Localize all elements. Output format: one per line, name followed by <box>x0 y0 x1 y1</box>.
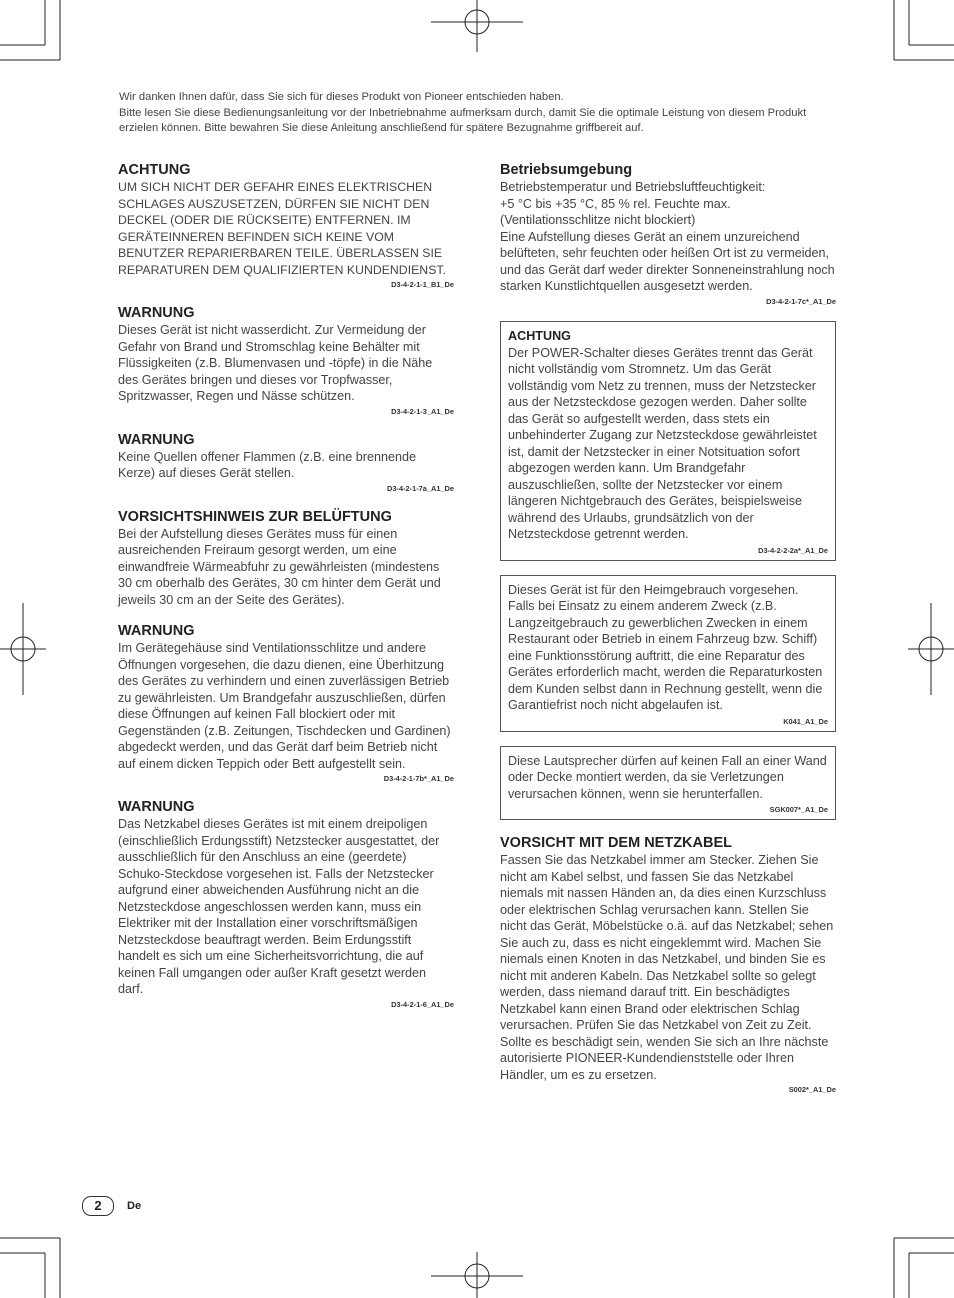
section-heading: ACHTUNG <box>118 162 191 178</box>
reference-code: D3-4-2-1-3_A1_De <box>391 406 454 416</box>
box-body: Diese Lautsprecher dürfen auf keinen Fall an einer Wand oder Decke montiert werden, da sie Verletzungen verursachen können, wenn sie herunterfallen. <box>508 753 827 801</box>
section-body: Im Gerätegehäuse sind Ventilationsschlitze und andere Öffnungen vorgesehen, die dazu dienen, eine Überhitzung des Gerätes zu verhindern und einen zuverlässigen Betrieb zu gewährleisten. Um Brandgefahr auszuschließen, dürfen diese Öffnungen auf keinen Fall blockiert oder mit Gegenständen (z.B. Zeitungen, Tischdecken und Gardinen) abgedeckt werden, und das Gerät darf beim Betrieb nicht auf einem dicken Teppich oder Bett aufgestellt sein. <box>118 641 451 771</box>
section-warnung-flammen <box>118 431 454 494</box>
reference-code: K041_A1_De <box>783 716 828 726</box>
section-body: Keine Quellen offener Flammen (z.B. eine brennende Kerze) auf dieses Gerät stellen. <box>118 449 417 480</box>
box-body: Der POWER-Schalter dieses Gerätes trennt das Gerät nicht vollständig vom Stromnetz. Um das Gerät vollständig vom Netz zu trennen, muss der Netzstecker aus der Netzsteckdose gezogen werden. Daher sollte das Gerät so aufgestellt werden, dass stets ein unbehinderter Zugang zur Netzsteckdose gewährleistet ist, damit der Netzstecker in einer Notsituation sofort abgezogen werden kann. Um Brandgefahr auszuschließen, sollte der Netzstecker vor einem längeren Nichtgebrauch des Gerätes, beispielsweise während des Urlaubs, grundsätzlich von der Netzsteckdose getrennt werden. <box>508 345 817 541</box>
section-vorsicht-netzkabel <box>500 834 836 1095</box>
section-achtung <box>118 161 454 290</box>
notice-box-speakers <box>500 746 836 821</box>
section-heading: WARNUNG <box>118 305 195 321</box>
intro-line-1: Wir danken Ihnen dafür, dass Sie sich für dieses Produkt von Pioneer entschieden haben. <box>119 91 564 103</box>
reference-code: SGK007*_A1_De <box>769 805 828 814</box>
section-warnung-ventilation <box>118 622 454 784</box>
section-body: Das Netzkabel dieses Gerätes ist mit einem dreipoligen (einschließlich Erdungsstift) Netzstecker ausgestattet, der ausschließlich für den Anschluss an eine (geerdete) Schuko-Steckdose vorgesehen ist. Falls der Netzstecker aufgrund einer abweichenden Ausführung nicht an die Netzsteckdose angeschlossen werden kann, muss ein Elektriker mit der Installation einer vorschriftsmäßigen Netzsteckdose beauftragt werden. Beim Erdungsstift handelt es sich um eine Sicherheitsvorrichtung, die auf keinen Fall umgangen oder außer Kraft gesetzt werden darf. <box>118 817 440 996</box>
section-heading: WARNUNG <box>118 431 195 448</box>
section-warnung-wasser <box>118 304 454 417</box>
language-code: De <box>127 1200 142 1212</box>
left-column <box>118 161 454 1024</box>
page-footer <box>82 1196 141 1216</box>
section-body: Dieses Gerät ist nicht wasserdicht. Zur Vermeidung der Gefahr von Brand und Stromschlag keine Behälter mit Flüssigkeiten (z.B. Blumenvasen und -töpfe) in die Nähe des Gerätes bringen und dieses vor Tropfwasser, Spritzwasser, Regen und Nässe schützen. <box>118 323 433 403</box>
box-heading: ACHTUNG <box>508 328 571 343</box>
section-heading: WARNUNG <box>118 623 195 639</box>
notice-box-home-use <box>500 575 836 732</box>
section-belueftung <box>118 508 454 609</box>
reference-code: S002*_A1_De <box>788 1085 836 1094</box>
right-column <box>500 161 836 1109</box>
reference-code: D3-4-2-2-2a*_A1_De <box>758 545 828 555</box>
intro-line-2: Bitte lesen Sie diese Bedienungsanleitung vor der Inbetriebnahme aufmerksam durch, damit Sie die optimale Leistung von diesem Produkt erzielen können. Bitte bewahren Sie diese Anleitung anschließend für spätere Bezugnahme griffbereit auf. <box>119 106 807 134</box>
conditions-line-3: (Ventilationsschlitze nicht blockiert) <box>500 213 696 227</box>
section-body: Eine Aufstellung dieses Gerät an einem unzureichend belüfteten, sehr feuchten oder heißen Ort ist zu vermeiden, und das Gerät darf weder direkter Sonneneinstrahlung noch starken Kunstlichtquellen ausgesetzt werden. <box>500 229 835 293</box>
intro-text <box>119 90 839 137</box>
reference-code: D3-4-2-1-7b*_A1_De <box>383 774 454 783</box>
reference-code: D3-4-2-1-7c*_A1_De <box>766 296 836 306</box>
section-heading: WARNUNG <box>118 799 195 815</box>
section-heading: Betriebsumgebung <box>500 162 633 178</box>
conditions-line-2: +5 °C bis +35 °C, 85 % rel. Feuchte max. <box>500 196 731 211</box>
box-body: Dieses Gerät ist für den Heimgebrauch vorgesehen. Falls bei Einsatz zu einem anderem Zweck (z.B. Langzeitgebrauch zu gewerblichen Zwecken in einem Restaurant oder Betrieb in einem Fahrzeug bzw. Schiff) eine Funktionsstörung auftritt, die eine Reparatur des Gerätes erforderlich macht, werden die Reparaturkosten dem Kunden selbst dann in Rechnung gestellt, wenn die Garantiefrist noch nicht abgelaufen ist. <box>508 582 823 712</box>
section-body: Fassen Sie das Netzkabel immer am Stecker. Ziehen Sie nicht am Kabel selbst, und fassen Sie das Netzkabel niemals mit nassen Händen an, da dies einen Kurzschluss oder elektrischen Schlag verursachen kann. Stellen Sie nicht das Gerät, Möbelstücke o.ä. auf das Netzkabel; sehen Sie auch zu, dass es nicht eingeklemmt wird. Machen Sie niemals einen Knoten in das Netzkabel, und binden Sie es nicht mit anderen Kabeln. Das Netzkabel sollte so gelegt werden, dass niemand darauf tritt. Ein beschädigtes Netzkabel kann einen Brand oder elektrischen Schlag verursachen. Prüfen Sie das Netzkabel von Zeit zu Zeit. Sollte es beschädigt sein, wenden Sie sich an Ihre nächste autorisierte PIONEER-Kundendienststelle oder Ihren Händler, um es zu ersetzen. <box>500 853 834 1082</box>
page-number: 2 <box>82 1196 114 1216</box>
conditions-line-1: Betriebstemperatur und Betriebsluftfeuchtigkeit: <box>500 180 766 194</box>
section-warnung-netzkabel <box>118 798 454 1010</box>
section-betriebsumgebung <box>500 161 836 307</box>
reference-code: D3-4-2-1-1_B1_De <box>391 280 454 289</box>
section-heading: VORSICHT MIT DEM NETZKABEL <box>500 835 732 851</box>
notice-box-power-switch <box>500 321 836 561</box>
reference-code: D3-4-2-1-6_A1_De <box>391 999 454 1009</box>
section-heading: VORSICHTSHINWEIS ZUR BELÜFTUNG <box>118 508 392 525</box>
reference-code: D3-4-2-1-7a_A1_De <box>387 483 454 493</box>
section-body: UM SICH NICHT DER GEFAHR EINES ELEKTRISCHEN SCHLAGES AUSZUSETZEN, DÜRFEN SIE NICHT DEN DECKEL (ODER DIE RÜCKSEITE) ENTFERNEN. IM GERÄTEINNEREN BEFINDEN SICH KEINE VOM BENUTZER REPARIERBAREN TEILE. ÜBERLASSEN SIE REPARATUREN DEM QUALIFIZIERTEN KUNDENDIENST. <box>118 180 446 277</box>
section-body: Bei der Aufstellung dieses Gerätes muss für einen ausreichenden Freiraum gesorgt werden, um eine einwandfreie Wärmeabfuhr zu gewährleisten (mindestens 30 cm oberhalb des Gerätes, 30 cm hinter dem Gerät und jeweils 30 cm an der Seite des Gerätes). <box>118 526 441 607</box>
